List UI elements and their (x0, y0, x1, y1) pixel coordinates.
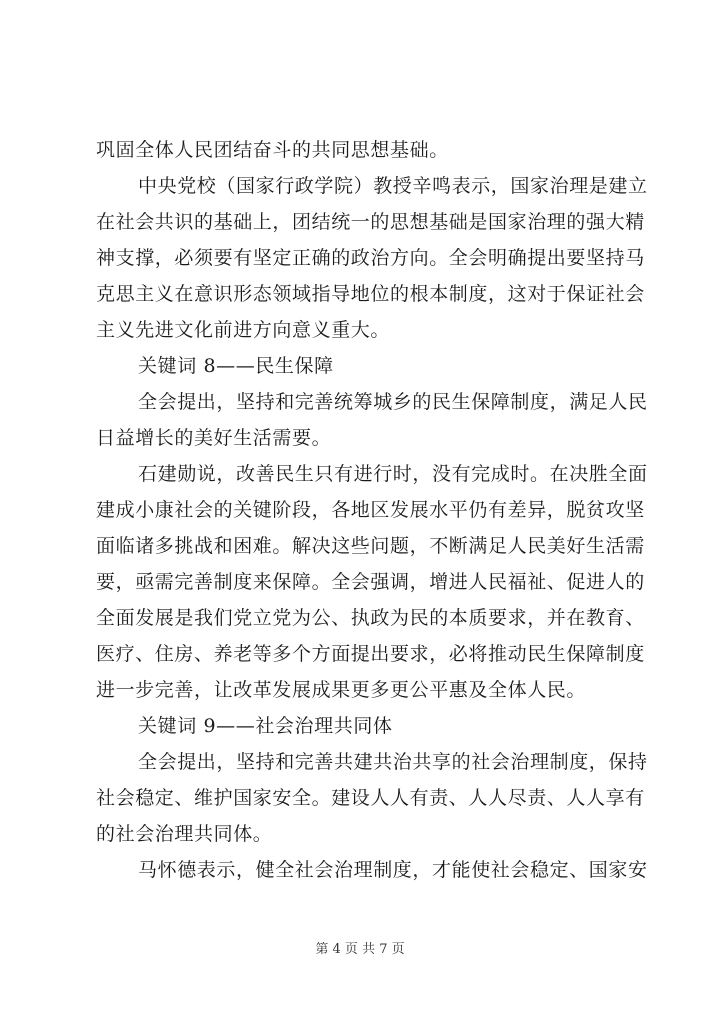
text-line: 主义先进文化前进方向意义重大。 (96, 319, 391, 341)
document-body (96, 132, 648, 888)
text-line: 神支撑，必须要有坚定正确的政治方向。全会明确提出要坚持马 (96, 247, 645, 269)
text-line: 巩固全体人民团结奋斗的共同思想基础。 (96, 139, 449, 161)
text-line: 在社会共识的基础上，团结统一的思想基础是国家治理的强大精 (96, 211, 645, 233)
text-line: 石建勋说，改善民生只有进行时，没有完成时。在决胜全面 (138, 463, 648, 485)
text-line: 全面发展是我们党立党为公、执政为民的本质要求，并在教育、 (96, 607, 645, 629)
page-number-footer: 第 4 页 共 7 页 (315, 942, 405, 957)
text-line: 医疗、住房、养老等多个方面提出要求，必将推动民生保障制度 (96, 643, 645, 665)
text-line: 要，亟需完善制度来保障。全会强调，增进人民福祉、促进人的 (96, 571, 645, 593)
text-line: 马怀德表示，健全社会治理制度，才能使社会稳定、国家安 (138, 859, 648, 881)
text-line: 关键词 9——社会治理共同体 (138, 715, 393, 737)
text-line: 社会稳定、维护国家安全。建设人人有责、人人尽责、人人享有 (96, 787, 645, 809)
text-line: 关键词 8——民生保障 (138, 355, 334, 377)
text-line: 克思主义在意识形态领域指导地位的根本制度，这对于保证社会 (96, 283, 645, 305)
text-line: 建成小康社会的关键阶段，各地区发展水平仍有差异，脱贫攻坚 (96, 499, 645, 521)
text-line: 中央党校（国家行政学院）教授辛鸣表示，国家治理是建立 (138, 175, 648, 197)
text-line: 的社会治理共同体。 (96, 823, 273, 845)
text-line: 进一步完善，让改革发展成果更多更公平惠及全体人民。 (96, 679, 587, 701)
text-line: 面临诸多挑战和困难。解决这些问题，不断满足人民美好生活需 (96, 535, 645, 557)
text-line: 全会提出，坚持和完善统筹城乡的民生保障制度，满足人民 (138, 391, 648, 413)
text-line: 日益增长的美好生活需要。 (96, 427, 332, 449)
text-line: 全会提出，坚持和完善共建共治共享的社会治理制度，保持 (138, 751, 648, 773)
